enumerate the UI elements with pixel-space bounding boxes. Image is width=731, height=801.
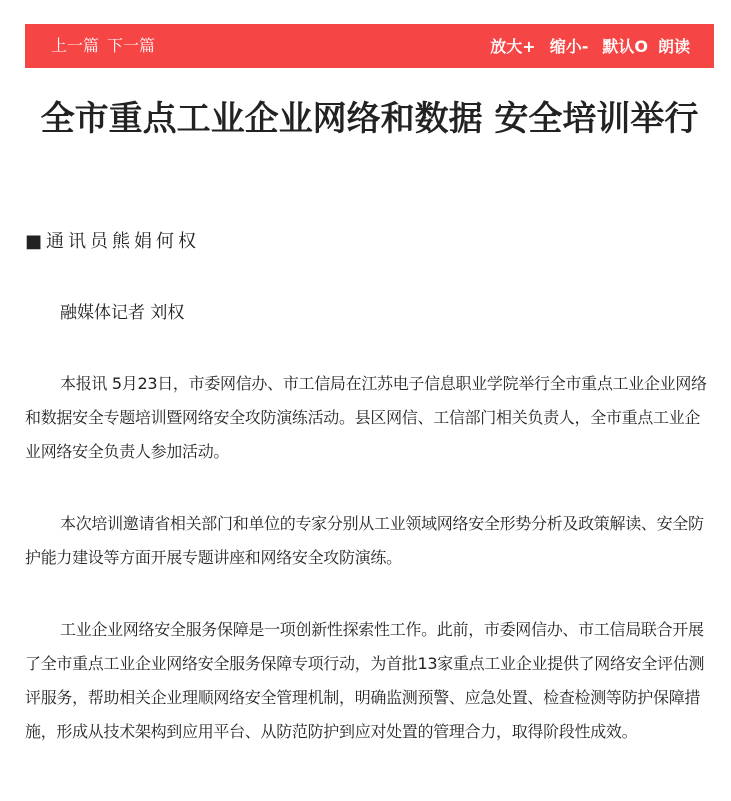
article-paragraph: 本次培训邀请省相关部门和单位的专家分别从工业领域网络安全形势分析及政策解读、安全防护能力建设等方面开展专题讲座和网络安全攻防演练。 (25, 514, 704, 567)
reading-controls (480, 37, 690, 57)
article-title: 全市重点工业企业网络和数据 安全培训举行 (40, 99, 699, 139)
previous-article-link[interactable]: 上一篇 (51, 36, 100, 55)
article-reporter: 融媒体记者 刘权 (60, 303, 185, 323)
article-toolbar (25, 24, 714, 68)
article-byline: ■通讯员熊娟何权 (25, 231, 201, 252)
next-article-link[interactable]: 下一篇 (107, 36, 156, 55)
article-navigation (51, 36, 163, 56)
read-aloud-button[interactable]: 朗读 (657, 37, 690, 56)
zoom-out-button[interactable]: 缩小- (549, 37, 589, 56)
article-paragraph: 工业企业网络安全服务保障是一项创新性探索性工作。此前，市委网信办、市工信局联合开展了全市重点工业企业网络安全服务保障专项行动，为首批13家重点工业企业提供了网络安全评估测评服务，帮助相关企业理顺网络安全管理机制，明确监测预警、应急处置、检查检测等防护保障措施，形成从技术架构到应用平台、从防范防护到应对处置的管理合力，取得阶段性成效。 (25, 620, 705, 741)
article-paragraph: 本报讯 5月23日，市委网信办、市工信局在江苏电子信息职业学院举行全市重点工业企业网络和数据安全专题培训暨网络安全攻防演练活动。县区网信、工信部门相关负责人，全市重点工业企业网络安全负责人参加活动。 (25, 374, 707, 461)
zoom-in-button[interactable]: 放大+ (490, 37, 536, 56)
default-size-button[interactable]: 默认O (602, 37, 648, 56)
